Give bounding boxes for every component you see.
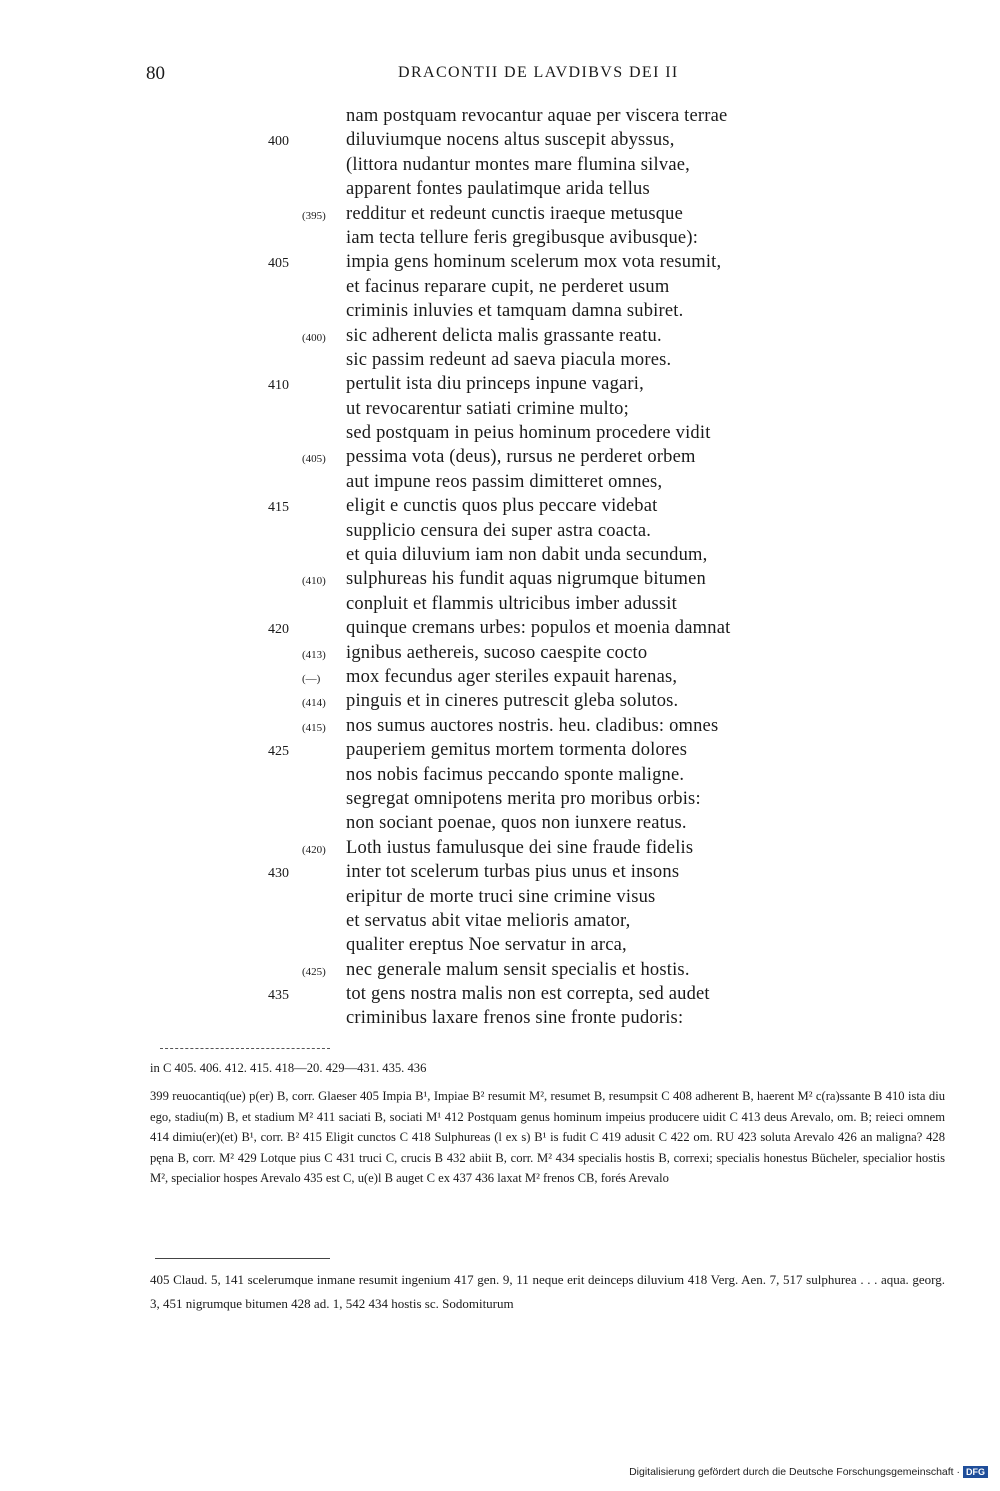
verse-line <box>0 862 1000 886</box>
verse-line <box>0 423 1000 447</box>
verse-text: pinguis et in cineres putrescit gleba solutos. <box>346 691 679 712</box>
line-number: 420 <box>268 622 289 638</box>
verse-line <box>0 447 1000 471</box>
digitization-credit <box>629 1466 988 1478</box>
verse-line <box>0 765 1000 789</box>
verse-line <box>0 521 1000 545</box>
verse-line <box>0 569 1000 593</box>
verse-text: segregat omnipotens merita pro moribus orbis: <box>346 788 701 809</box>
testimonia-rule <box>155 1258 330 1259</box>
verse-line <box>0 496 1000 520</box>
verse-line <box>0 667 1000 691</box>
verse-text: nam postquam revocantur aquae per viscera terrae <box>346 106 728 126</box>
verse-text: sic adherent delicta malis grassante reatu. <box>346 325 662 346</box>
running-title: DRACONTII DE LAVDIBVS DEI II <box>398 64 679 81</box>
verse-text: nec generale malum sensit specialis et hostis. <box>346 959 690 980</box>
verse-text: criminibus laxare frenos sine fronte pudoris: <box>346 1008 684 1029</box>
parallel-line-number: (425) <box>302 965 326 978</box>
verse-line <box>0 740 1000 764</box>
verse-text: iam tecta tellure feris gregibusque avibusque): <box>346 227 699 248</box>
verse-line <box>0 374 1000 398</box>
verse-line <box>0 984 1000 1008</box>
verse-text: diluviumque nocens altus suscepit abyssus, <box>346 130 675 151</box>
verse-text: quinque cremans urbes: populos et moenia damnat <box>346 618 731 639</box>
parallel-line-number: (—) <box>302 672 321 685</box>
verse-line <box>0 838 1000 862</box>
verse-text: tot gens nostra malis non est correpta, sed audet <box>346 984 710 1005</box>
verse-text: pessima vota (deus), rursus ne perderet orbem <box>346 447 696 468</box>
verse-line <box>0 228 1000 252</box>
verse-text: criminis inluvies et tamquam damna subiret. <box>346 301 684 322</box>
apparatus-sigla <box>150 1058 945 1079</box>
apparatus-sigla-rule <box>160 1048 330 1049</box>
verse-text: eligit e cunctis quos plus peccare videbat <box>346 496 658 517</box>
poem-text <box>0 106 1000 1033</box>
verse-text: nos nobis facimus peccando sponte maligne. <box>346 764 685 785</box>
verse-text: mox fecundus ager steriles expauit harenas, <box>346 666 678 687</box>
verse-text: sic passim redeunt ad saeva piacula mores. <box>346 349 672 370</box>
verse-line <box>0 472 1000 496</box>
verse-line <box>0 960 1000 984</box>
verse-text: Loth iustus famulusque dei sine fraude fidelis <box>346 837 694 858</box>
verse-line <box>0 643 1000 667</box>
verse-line <box>0 252 1000 276</box>
verse-text: nos sumus auctores nostris. heu. cladibus: omnes <box>346 715 719 736</box>
verse-text: qualiter ereptus Noe servatur in arca, <box>346 935 627 956</box>
verse-text: aut impune reos passim dimitteret omnes, <box>346 471 663 492</box>
verse-line <box>0 277 1000 301</box>
parallel-line-number: (410) <box>302 575 326 588</box>
critical-apparatus <box>150 1086 945 1189</box>
verse-line <box>0 813 1000 837</box>
verse-text: impia gens hominum scelerum mox vota resumit, <box>346 252 722 273</box>
verse-text: ignibus aethereis, sucoso caespite cocto <box>346 642 648 663</box>
line-number: 410 <box>268 378 289 394</box>
verse-text: redditur et redeunt cunctis iraeque metusque <box>346 203 684 224</box>
verse-line <box>0 887 1000 911</box>
verse-line <box>0 399 1000 423</box>
verse-text: sed postquam in peius hominum procedere vidit <box>346 423 711 444</box>
parallel-line-number: (414) <box>302 697 326 710</box>
verse-line <box>0 618 1000 642</box>
verse-text: supplicio censura dei super astra coacta. <box>346 520 652 541</box>
verse-line <box>0 130 1000 154</box>
verse-text: et quia diluvium iam non dabit unda secundum, <box>346 545 708 566</box>
verse-text: et facinus reparare cupit, ne perderet usum <box>346 276 670 297</box>
verse-line <box>0 935 1000 959</box>
verse-line <box>0 911 1000 935</box>
verse-line <box>0 326 1000 350</box>
verse-line <box>0 106 1000 130</box>
verse-text: non sociant poenae, quos non iunxere reatus. <box>346 813 687 834</box>
verse-line <box>0 350 1000 374</box>
line-number: 400 <box>268 134 289 150</box>
line-number: 425 <box>268 744 289 760</box>
verse-text: pertulit ista diu princeps inpune vagari, <box>346 374 644 395</box>
verse-text: conpluit et flammis ultricibus imber adussit <box>346 593 677 614</box>
verse-line <box>0 179 1000 203</box>
verse-text: (littora nudantur montes mare flumina silvae, <box>346 154 690 175</box>
line-number: 430 <box>268 866 289 882</box>
verse-line <box>0 691 1000 715</box>
verse-line <box>0 716 1000 740</box>
verse-line <box>0 545 1000 569</box>
verse-line <box>0 594 1000 618</box>
line-number: 415 <box>268 500 289 516</box>
verse-text: inter tot scelerum turbas pius unus et insons <box>346 862 680 883</box>
parallel-line-number: (405) <box>302 453 326 466</box>
testimonia <box>150 1268 945 1316</box>
line-number: 435 <box>268 988 289 1004</box>
parallel-line-number: (395) <box>302 209 326 222</box>
page-number: 80 <box>146 63 165 84</box>
verse-line <box>0 204 1000 228</box>
verse-text: sulphureas his fundit aquas nigrumque bitumen <box>346 569 706 590</box>
page-header <box>0 60 1000 90</box>
verse-line <box>0 789 1000 813</box>
sigla-line: in C 405. 406. 412. 415. 418—20. 429—431. 435. 436 <box>150 1061 427 1075</box>
verse-text: apparent fontes paulatimque arida tellus <box>346 179 650 200</box>
verse-text: pauperiem gemitus mortem tormenta dolores <box>346 740 688 761</box>
parallel-line-number: (400) <box>302 331 326 344</box>
verse-text: eripitur de morte truci sine crimine visus <box>346 886 656 907</box>
verse-line <box>0 155 1000 179</box>
line-number: 405 <box>268 256 289 272</box>
parallel-line-number: (413) <box>302 648 326 661</box>
testimonia-text: 405 Claud. 5, 141 scelerumque inmane resumit ingenium 417 gen. 9, 11 neque erit deinceps diluvium 418 Verg. Aen. 7, 517 sulphurea . . . aqua. georg. 3, 451 nigrumque bitumen 428 ad. 1, 542 434 hostis sc. Sodomiturum <box>150 1272 945 1311</box>
dfg-logo: DFG <box>963 1466 988 1478</box>
verse-line <box>0 301 1000 325</box>
parallel-line-number: (420) <box>302 843 326 856</box>
verse-line <box>0 1008 1000 1032</box>
parallel-line-number: (415) <box>302 721 326 734</box>
verse-text: ut revocarentur satiati crimine multo; <box>346 398 629 419</box>
verse-text: et servatus abit vitae melioris amator, <box>346 910 631 931</box>
credit-text: Digitalisierung gefördert durch die Deutsche Forschungsgemeinschaft · <box>629 1466 960 1478</box>
apparatus-notes: 399 reuocantiq(ue) p(er) B, corr. Glaeser 405 Impia B¹, Impiae B² resumit M², resumet B, resumpsit C 408 adherent B, haerent M² c(ra)ssante B 410 ista diu ego, stadiu(m) B, et stadium M² 411 saciati B, sociati M¹ 412 Postquam genus hominum impeius producere uidit C 413 deus Arevalo, om. B; reieci omnem 414 dimiu(er)(et) B¹, corr. B² 415 Eligit cunctos C 418 Sulphureas (l ex s) B¹ is fudit C 419 adusit C 422 om. RU 423 soluta Arevalo 426 an maligna? 428 pęna B, corr. M² 429 Lotque pius C 431 truci C, crucis B 432 abiit B, corr. M² 434 specialis hostis B, correxi; specialis honestus Bücheler, specialior hostis M², specialior hospes Arevalo 435 est C, u(e)l B auget C ex 437 436 laxat M² frenos CB, forés Arevalo <box>150 1089 945 1186</box>
